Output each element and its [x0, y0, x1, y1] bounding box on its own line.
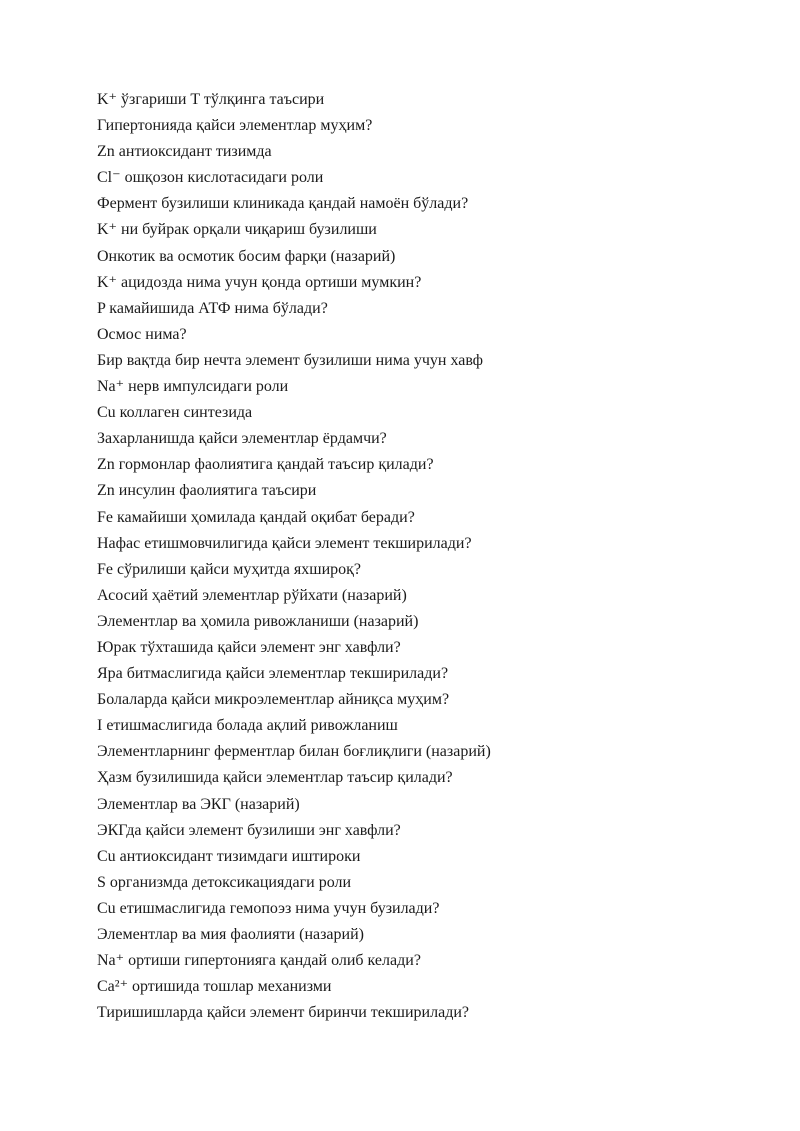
list-item: Zn антиоксидант тизимда	[97, 143, 272, 161]
list-item: Fe камайиши ҳомилада қандай оқибат беради?	[97, 508, 415, 526]
list-item: Яра битмаслигида қайси элементлар текширилади?	[97, 665, 449, 683]
list-item: Cl⁻ ошқозон кислотасидаги роли	[97, 169, 324, 187]
list-item: Гипертонияда қайси элементлар муҳим?	[97, 117, 373, 135]
list-item: Захарланишда қайси элементлар ёрдамчи?	[97, 430, 387, 448]
list-item: Бир вақтда бир нечта элемент бузилиши нима учун хавф	[97, 351, 484, 369]
list-item: Осмос нима?	[97, 325, 187, 343]
list-item: Zn гормонлар фаолиятига қандай таъсир қилади?	[97, 456, 434, 474]
list-item: Юрак тўхташида қайси элемент энг хавфли?	[97, 638, 401, 656]
list-item: Элементларнинг ферментлар билан боғлиқлиги (назарий)	[97, 743, 491, 761]
list-item: Элементлар ва мия фаолияти (назарий)	[97, 926, 364, 943]
list-item: Cu антиоксидант тизимдаги иштироки	[97, 847, 361, 865]
list-item: Fe сўрилиши қайси муҳитда яхшироқ?	[97, 560, 362, 578]
list-item: Cu етишмаслигида гемопоэз нима учун бузилади?	[97, 899, 440, 917]
list-item: P камайишида АТФ нима бўлади?	[97, 299, 328, 317]
list-item: Асосий ҳаётий элементлар рўйхати (назарий)	[97, 586, 407, 604]
list-item: Фермент бузилиши клиникада қандай намоён бўлади?	[97, 195, 469, 213]
list-item: Ca²⁺ ортишида тошлар механизми	[97, 978, 332, 996]
list-item: Тиришишларда қайси элемент биринчи текширилади?	[97, 1004, 470, 1022]
question-list	[97, 87, 491, 1026]
list-item: K⁺ ацидозда нима учун қонда ортиши мумкин?	[97, 273, 422, 291]
list-item: K⁺ ни буйрак орқали чиқариш бузилиши	[97, 221, 377, 239]
list-item: K⁺ ўзгариши T тўлқинга таъсири	[97, 91, 325, 108]
list-item: Zn инсулин фаолиятига таъсири	[97, 482, 317, 500]
list-item: Нафас етишмовчилигида қайси элемент текширилади?	[97, 534, 472, 552]
list-item: S организмда детоксикациядаги роли	[97, 873, 352, 891]
list-item: Ҳазм бузилишида қайси элементлар таъсир қилади?	[97, 769, 453, 787]
list-item: Cu коллаген синтезида	[97, 404, 253, 422]
list-item: Онкотик ва осмотик босим фарқи (назарий)	[97, 247, 396, 265]
list-item: Na⁺ нерв импулсидаги роли	[97, 378, 289, 396]
list-item: I етишмаслигида болада ақлий ривожланиш	[97, 717, 398, 735]
list-item: Элементлар ва ЭКГ (назарий)	[97, 795, 300, 813]
list-item: Элементлар ва ҳомила ривожланиши (назарий)	[97, 612, 419, 630]
list-item: Болаларда қайси микроэлементлар айниқса муҳим?	[97, 691, 450, 709]
list-item: Na⁺ ортиши гипертонияга қандай олиб келади?	[97, 952, 421, 970]
list-item: ЭКГда қайси элемент бузилиши энг хавфли?	[97, 821, 401, 839]
